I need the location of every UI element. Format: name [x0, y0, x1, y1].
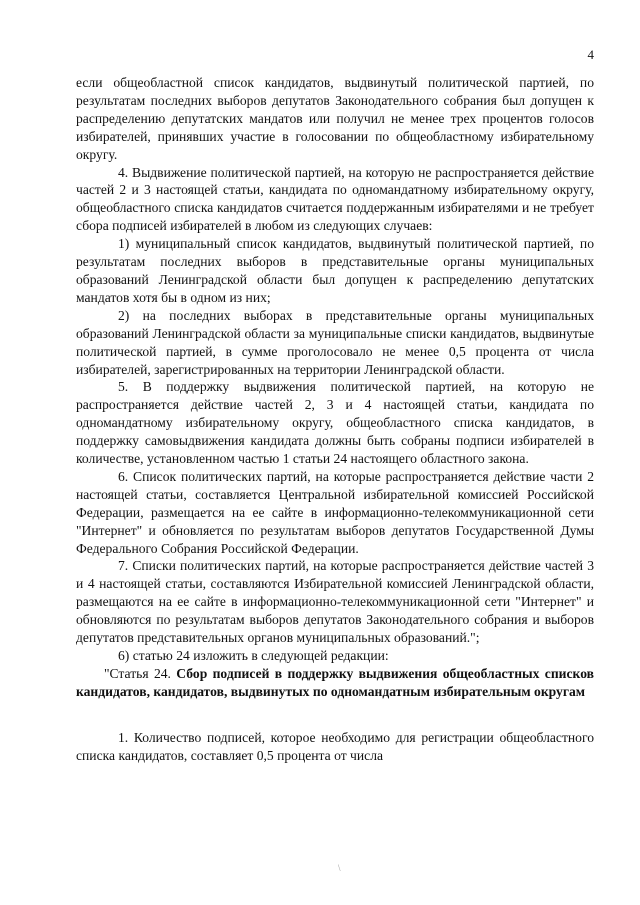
paragraph-part-7: 7. Списки политических партий, на которые распространяется действие частей 3 и 4 настоящей статьи, составляются Избирательной комиссией Ленинградской области, размещаются на ее сайте в информационно-телекоммуникационной сети "Интернет" и обновляются по результатам выборов депутатов Законодательного собрания и выборов депутатов представительных органов муниципальных образований.";: [76, 558, 594, 646]
article-24-prefix: "Статья 24.: [104, 665, 177, 681]
scan-mark: \: [338, 863, 341, 873]
paragraph-item-2: 2) на последних выборах в представительные органы муниципальных образований Ленинградской области за муниципальные списки кандидатов, выдвинутые политической партией, в сумме проголосовало не менее 0,5 процента от числа избирателей, зарегистрированных на территории Ленинградской области.: [76, 307, 594, 377]
paragraph-article-24-part-1: 1. Количество подписей, которое необходимо для регистрации общеобластного списка кандидатов, составляет 0,5 процента от числа: [76, 729, 594, 763]
paragraph-part-6: 6. Список политических партий, на которые распространяется действие части 2 настоящей статьи, составляется Центральной избирательной комиссией Российской Федерации, размещается на ее сайте в информационно-телекоммуникационной сети "Интернет" и обновляется по результатам выборов депутатов Государственной Думы Федерального Собрания Российской Федерации.: [76, 468, 594, 556]
article-24-title: Сбор подписей в поддержку выдвижения общеобластных списков кандидатов, кандидатов, выдвинутых по одномандатным избирательным округам: [76, 665, 594, 699]
paragraph-amendment-6: 6) статью 24 изложить в следующей редакции:: [118, 648, 389, 663]
paragraph-part-5: 5. В поддержку выдвижения политической партией, на которую не распространяется действие частей 2, 3 и 4 настоящей статьи, кандидата по одномандатному избирательному округу, общеобластного списка кандидатов, в поддержку самовыдвижения кандидата должны быть собраны подписи избирателей в количестве, установленном частью 1 статьи 24 настоящего областного закона.: [76, 379, 594, 467]
paragraph-item-1: 1) муниципальный список кандидатов, выдвинутый политической партией, по результатам последних выборов в представительные органы муниципальных образований Ленинградской области был допущен к распределению депутатских мандатов хотя бы в одном из них;: [76, 236, 594, 305]
paragraph-continuation: если общеобластной список кандидатов, выдвинутый политической партией, по результатам последних выборов депутатов Законодательного собрания был допущен к распределению депутатских мандатов или получил не менее трех процентов голосов избирателей, принявших участие в голосовании по общеобластному избирательному округу.: [76, 75, 594, 162]
document-body: [76, 74, 594, 765]
paragraph-part-4: 4. Выдвижение политической партией, на которую не распространяется действие частей 2 и 3 настоящей статьи, кандидата по одномандатному избирательному округу, общеобластного списка кандидатов считается поддержанным избирателями и не требует сбора подписей избирателей в любом из следующих случаев:: [76, 164, 594, 234]
blank-line: [76, 701, 594, 729]
page-number: 4: [587, 47, 594, 62]
article-24-heading: [76, 665, 594, 701]
